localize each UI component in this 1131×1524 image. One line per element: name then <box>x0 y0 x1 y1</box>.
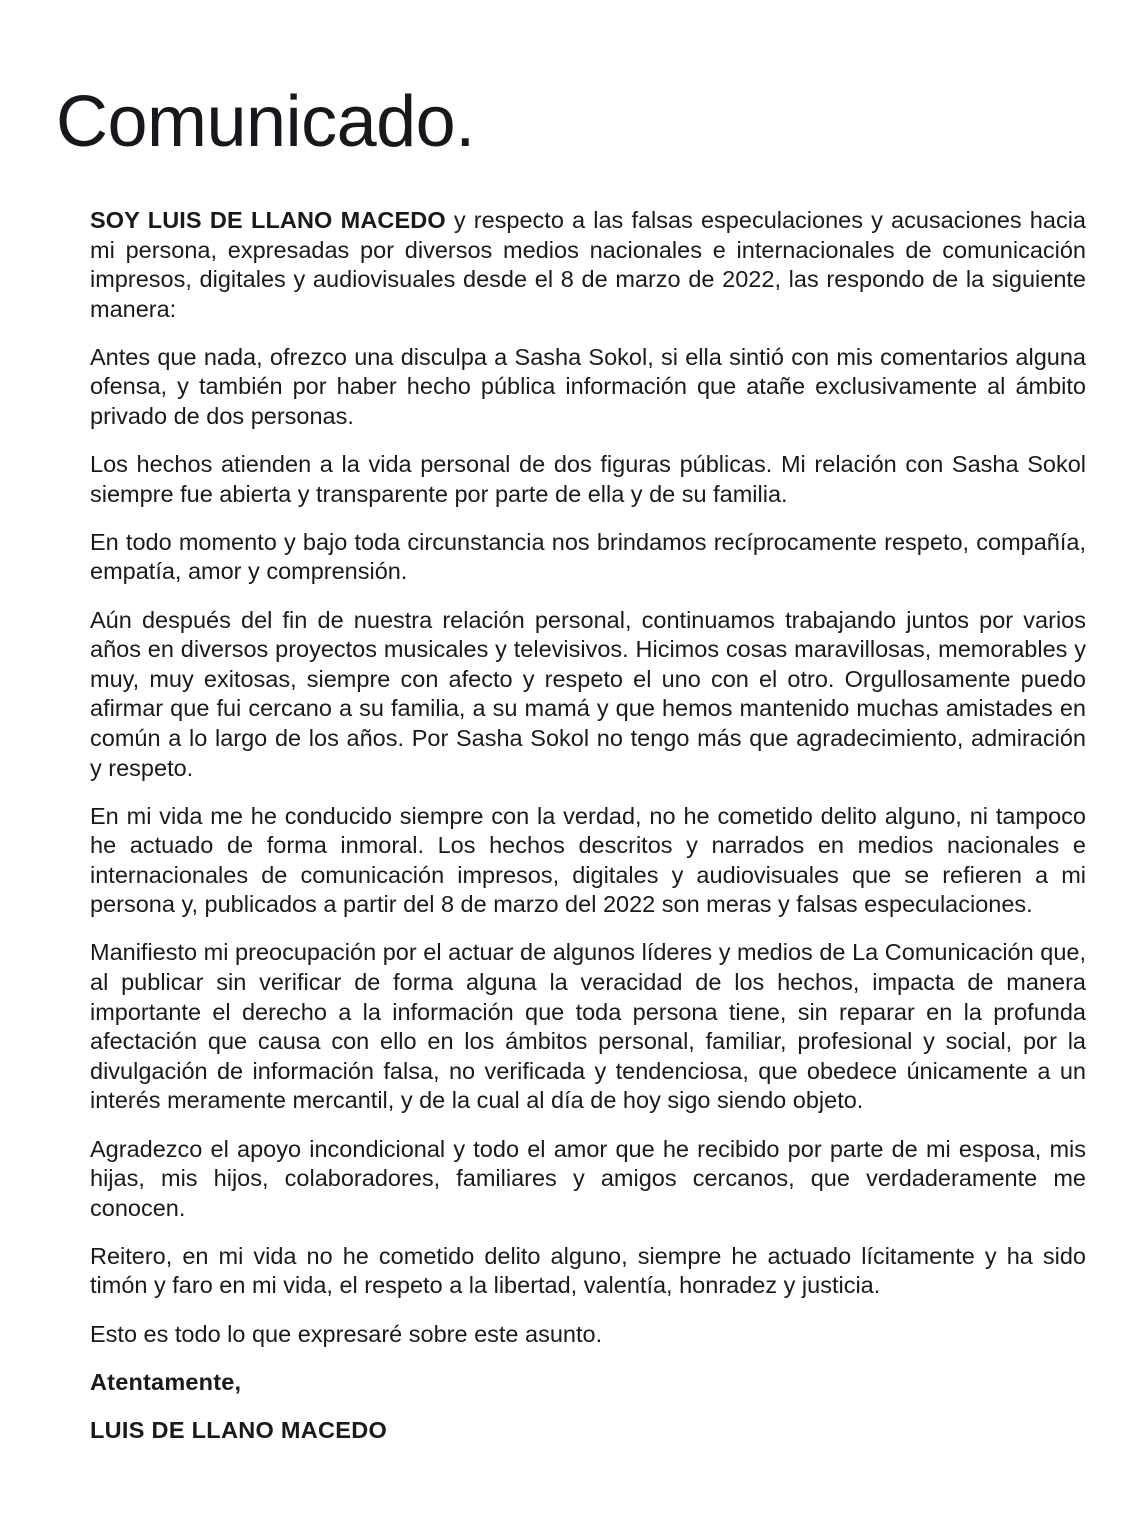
paragraph-reiteration: Reitero, en mi vida no he cometido delito alguno, siempre he actuado lícitamente y ha sido timón y faro en mi vida, el respeto a la libertad, valentía, honradez y justicia. <box>90 1242 1086 1299</box>
paragraph-no-crime: En mi vida me he conducido siempre con la verdad, no he cometido delito alguno, ni tampoco he actuado de forma inmoral. Los hechos descritos y narrados en medios nacionales e internacionales de comunicación impresos, digitales y audiovisuales que se refieren a mi persona y, publicados a partir del 8 de marzo del 2022 son meras y falsas especulaciones. <box>90 802 1086 918</box>
paragraph-public-figures: Los hechos atienden a la vida personal de dos figuras públicas. Mi relación con Sasha Sokol siempre fue abierta y transparente por parte de ella y de su familia. <box>90 451 1086 507</box>
paragraph-lead <box>90 206 1086 324</box>
signoff-line: Atentamente, <box>90 1368 242 1395</box>
lead-paragraph-text: y respecto a las falsas especulaciones y acusaciones hacia mi persona, expresadas por diversos medios nacionales e internacionales de comunicación impresos, digitales y audiovisuales desde el 8 de marzo de 2022, las respondo de la siguiente manera: <box>90 207 1086 322</box>
signature-name: LUIS DE LLANO MACEDO <box>90 1416 388 1443</box>
page-title: Comunicado. <box>56 82 475 163</box>
paragraph-closing-statement: Esto es todo lo que expresaré sobre este asunto. <box>90 1320 603 1347</box>
lead-author-name: SOY LUIS DE LLANO MACEDO <box>90 207 446 233</box>
document-body <box>90 206 1086 1445</box>
paragraph-after-relationship: Aún después del fin de nuestra relación personal, continuamos trabajando juntos por varios años en diversos proyectos musicales y televisivos. Hicimos cosas maravillosas, memorables y muy, muy exitosas, siempre con afecto y respeto el uno con el otro. Orgullosamente puedo afirmar que fui cercano a su familia, a su mamá y que hemos mantenido muchas amistades en común a lo largo de los años. Por Sasha Sokol no tengo más que agradecimiento, admiración y respeto. <box>90 606 1086 781</box>
paragraph-apology: Antes que nada, ofrezco una disculpa a Sasha Sokol, si ella sintió con mis comentarios alguna ofensa, y también por haber hecho pública información que atañe exclusivamente al ámbito privado de dos personas. <box>90 343 1086 430</box>
paragraph-gratitude: Agradezco el apoyo incondicional y todo el amor que he recibido por parte de mi esposa, mis hijas, mis hijos, colaboradores, familiares y amigos cercanos, que verdaderamente me conocen. <box>90 1135 1086 1221</box>
paragraph-mutual-respect: En todo momento y bajo toda circunstancia nos brindamos recíprocamente respeto, compañía, empatía, amor y comprensión. <box>90 528 1086 585</box>
paragraph-media-concern: Manifiesto mi preocupación por el actuar de algunos líderes y medios de La Comunicación que, al publicar sin verificar de forma alguna la veracidad de los hechos, impacta de manera importante el derecho a la información que toda persona tiene, sin reparar en la profunda afectación que causa con ello en los ámbitos personal, familiar, profesional y social, por la divulgación de información falsa, no verificada y tendenciosa, que obedece únicamente a un interés meramente mercantil, y de la cual al día de hoy sigo siendo objeto. <box>90 939 1086 1114</box>
